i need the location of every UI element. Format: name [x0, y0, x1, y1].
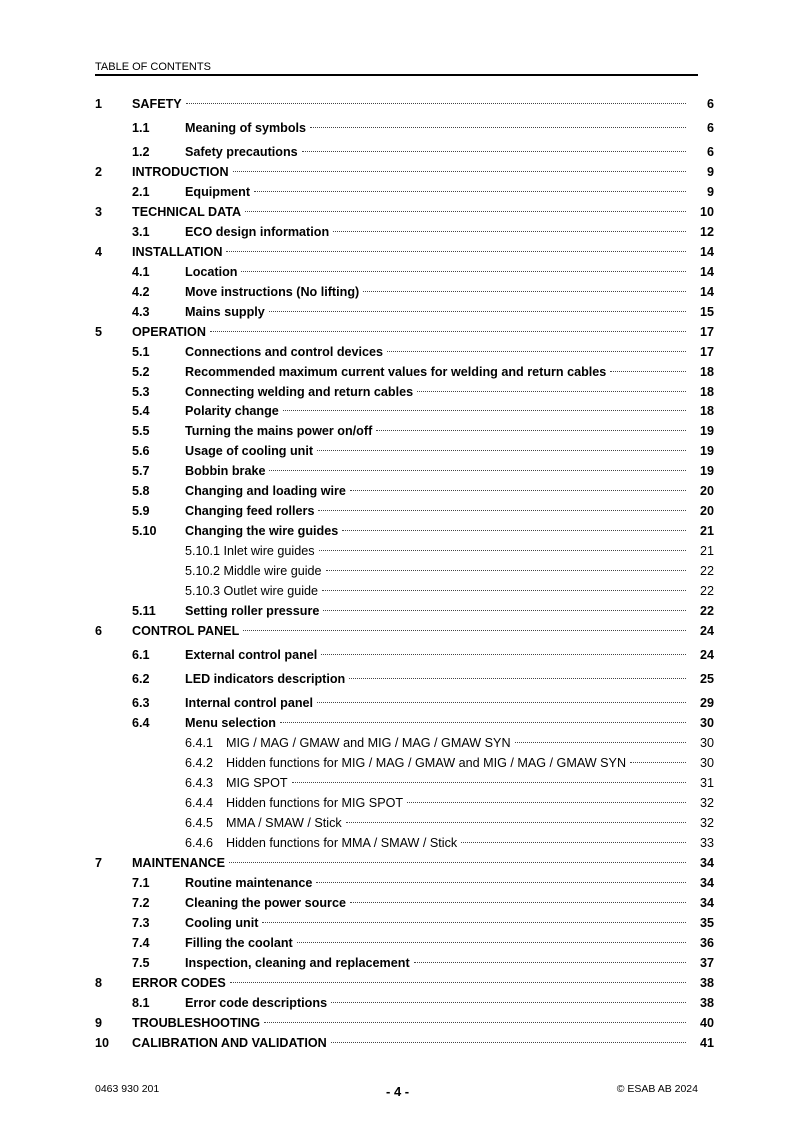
- dot-leader: [254, 191, 686, 192]
- dot-leader: [297, 942, 686, 943]
- toc-entry[interactable]: [0, 322, 793, 342]
- toc-entry[interactable]: [0, 541, 793, 561]
- toc-entry-page: 33: [699, 836, 714, 850]
- dot-leader: [331, 1042, 686, 1043]
- toc-entry-title: Inspection, cleaning and replacement: [185, 956, 410, 970]
- toc-entry-number: 7.5: [132, 956, 150, 970]
- toc-entry[interactable]: [0, 421, 793, 441]
- dot-leader: [269, 470, 686, 471]
- toc-entry[interactable]: [0, 441, 793, 461]
- dot-leader: [319, 550, 686, 551]
- toc-entry-page: 38: [699, 996, 714, 1010]
- dot-leader: [318, 510, 686, 511]
- toc-entry-title: MMA / SMAW / Stick: [226, 816, 342, 830]
- dot-leader: [262, 922, 686, 923]
- toc-entry-title: Move instructions (No lifting): [185, 285, 360, 299]
- toc-entry-number: 5.8: [132, 484, 150, 498]
- toc-entry-number: 5.11: [132, 604, 156, 618]
- toc-entry[interactable]: [0, 561, 793, 581]
- toc-entry-number: 7.4: [132, 936, 150, 950]
- toc-entry[interactable]: [0, 262, 793, 282]
- toc-entry[interactable]: [0, 401, 793, 421]
- toc-entry-number: 1.1: [132, 121, 150, 135]
- toc-entry-number: 6.4.5: [185, 816, 214, 830]
- toc-entry-title: Hidden functions for MMA / SMAW / Stick: [226, 836, 458, 850]
- toc-entry-page: 17: [699, 345, 714, 359]
- toc-entry[interactable]: [0, 118, 793, 138]
- toc-entry-number: 5: [95, 325, 103, 339]
- dot-leader: [302, 151, 686, 152]
- toc-entry[interactable]: [0, 342, 793, 362]
- toc-entry[interactable]: [0, 913, 793, 933]
- toc-entry[interactable]: [0, 833, 793, 853]
- toc-entry-page: 19: [699, 424, 714, 438]
- toc-entry[interactable]: [0, 773, 793, 793]
- toc-entry[interactable]: [0, 753, 793, 773]
- toc-entry-number: 5.1: [132, 345, 150, 359]
- toc-entry-title: Cleaning the power source: [185, 896, 346, 910]
- toc-entry-page: 9: [706, 165, 714, 179]
- toc-entry-number: 5.10: [132, 524, 157, 538]
- toc-entry-title: ERROR CODES: [132, 976, 226, 990]
- toc-entry-number: 10: [95, 1036, 110, 1050]
- toc-entry[interactable]: [0, 601, 793, 621]
- toc-entry-page: 34: [699, 876, 714, 890]
- toc-entry-page: 14: [699, 245, 714, 259]
- footer-page-number: - 4 -: [386, 1084, 410, 1099]
- toc-entry-page: 25: [699, 672, 714, 686]
- toc-entry[interactable]: [0, 793, 793, 813]
- dot-leader: [264, 1022, 686, 1023]
- toc-entry-page: 6: [706, 145, 714, 159]
- dot-leader: [342, 530, 686, 531]
- toc-entry[interactable]: [0, 645, 793, 665]
- dot-leader: [317, 702, 686, 703]
- toc-entry-number: 5.6: [132, 444, 150, 458]
- dot-leader: [280, 722, 686, 723]
- dot-leader: [414, 962, 686, 963]
- toc-entry-page: 19: [699, 464, 714, 478]
- toc-entry-page: 32: [699, 796, 714, 810]
- toc-entry[interactable]: [0, 733, 793, 753]
- dot-leader: [515, 742, 686, 743]
- toc-entry[interactable]: [0, 382, 793, 402]
- toc-entry-title: MIG SPOT: [226, 776, 288, 790]
- toc-entry-title: Error code descriptions: [185, 996, 328, 1010]
- toc-entry-number: 6.3: [132, 696, 150, 710]
- toc-entry-number: 5.9: [132, 504, 150, 518]
- toc-entry[interactable]: [0, 362, 793, 382]
- toc-entry-title: Recommended maximum current values for welding and return cables: [185, 365, 607, 379]
- toc-entry-page: 38: [699, 976, 714, 990]
- toc-entry-number: 6.4.2: [185, 756, 214, 770]
- toc-entry-number: 8.1: [132, 996, 150, 1010]
- toc-entry-title: 5.10.2 Middle wire guide: [185, 564, 322, 578]
- dot-leader: [461, 842, 686, 843]
- dot-leader: [186, 103, 686, 104]
- toc-entry-number: 6.4.4: [185, 796, 214, 810]
- toc-entry[interactable]: [0, 993, 793, 1013]
- toc-entry-number: 7.2: [132, 896, 150, 910]
- toc-entry[interactable]: [0, 1013, 793, 1033]
- toc-entry-title: Setting roller pressure: [185, 604, 320, 618]
- dot-leader: [376, 430, 686, 431]
- toc-entry-number: 6.4.1: [185, 736, 214, 750]
- dot-leader: [241, 271, 686, 272]
- toc-entry-number: 4.1: [132, 265, 150, 279]
- toc-entry[interactable]: [0, 481, 793, 501]
- toc-entry-number: 4: [95, 245, 103, 259]
- toc-entry-title: CONTROL PANEL: [132, 624, 240, 638]
- footer-doc-number: 0463 930 201: [95, 1083, 160, 1095]
- dot-leader: [346, 822, 686, 823]
- toc-entry-number: 7.1: [132, 876, 150, 890]
- dot-leader: [230, 982, 686, 983]
- dot-leader: [350, 490, 686, 491]
- dot-leader: [245, 211, 686, 212]
- dot-leader: [630, 762, 686, 763]
- toc-entry-page: 37: [699, 956, 714, 970]
- toc-entry[interactable]: [0, 282, 793, 302]
- toc-entry-number: 4.2: [132, 285, 150, 299]
- toc-entry-title: TROUBLESHOOTING: [132, 1016, 261, 1030]
- toc-entry-title: Location: [185, 265, 238, 279]
- toc-entry-page: 30: [699, 716, 714, 730]
- toc-entry-page: 18: [699, 365, 714, 379]
- toc-entry[interactable]: [0, 182, 793, 202]
- toc-entry-number: 2: [95, 165, 103, 179]
- toc-entry-title: Internal control panel: [185, 696, 314, 710]
- toc-entry-page: 21: [699, 544, 714, 558]
- dot-leader: [610, 371, 686, 372]
- dot-leader: [317, 450, 686, 451]
- dot-leader: [310, 127, 686, 128]
- toc-entry[interactable]: [0, 813, 793, 833]
- toc-entry-number: 8: [95, 976, 103, 990]
- toc-entry-title: Safety precautions: [185, 145, 298, 159]
- toc-entry-number: 6.1: [132, 648, 150, 662]
- dot-leader: [292, 782, 686, 783]
- toc-entry-title: Bobbin brake: [185, 464, 266, 478]
- toc-entry-title: Connecting welding and return cables: [185, 385, 414, 399]
- toc-entry-number: 6.2: [132, 672, 150, 686]
- toc-entry-number: 7: [95, 856, 103, 870]
- dot-leader: [407, 802, 686, 803]
- dot-leader: [363, 291, 686, 292]
- toc-entry[interactable]: [0, 94, 793, 114]
- toc-entry[interactable]: [0, 693, 793, 713]
- toc-entry-number: 5.4: [132, 404, 150, 418]
- toc-entry[interactable]: [0, 893, 793, 913]
- toc-entry-page: 22: [699, 584, 714, 598]
- toc-entry[interactable]: [0, 973, 793, 993]
- toc-entry[interactable]: [0, 142, 793, 162]
- toc-entry-page: 31: [699, 776, 714, 790]
- toc-entry-page: 6: [706, 121, 714, 135]
- toc-entry-page: 36: [699, 936, 714, 950]
- toc-entry-page: 20: [699, 484, 714, 498]
- toc-entry-page: 34: [699, 896, 714, 910]
- toc-entry-number: 9: [95, 1016, 103, 1030]
- toc-entry-page: 22: [699, 564, 714, 578]
- toc-entry[interactable]: [0, 933, 793, 953]
- toc-entry-title: OPERATION: [132, 325, 206, 339]
- toc-entry-title: Turning the mains power on/off: [185, 424, 373, 438]
- toc-entry-title: Cooling unit: [185, 916, 259, 930]
- toc-entry-number: 6.4.6: [185, 836, 214, 850]
- toc-entry-title: Changing feed rollers: [185, 504, 315, 518]
- toc-entry-title: Changing and loading wire: [185, 484, 346, 498]
- dot-leader: [331, 1002, 686, 1003]
- toc-entry-title: 5.10.3 Outlet wire guide: [185, 584, 319, 598]
- toc-entry-title: 5.10.1 Inlet wire guides: [185, 544, 315, 558]
- dot-leader: [210, 331, 686, 332]
- toc-entry-number: 5.7: [132, 464, 150, 478]
- dot-leader: [321, 654, 686, 655]
- toc-entry-page: 30: [699, 736, 714, 750]
- toc-entry[interactable]: [0, 222, 793, 242]
- dot-leader: [350, 902, 686, 903]
- toc-entry-title: External control panel: [185, 648, 318, 662]
- dot-leader: [316, 882, 686, 883]
- toc-entry-title: MAINTENANCE: [132, 856, 226, 870]
- toc-entry-number: 5.2: [132, 365, 150, 379]
- toc-entry-page: 21: [699, 524, 714, 538]
- toc-entry[interactable]: [0, 242, 793, 262]
- toc-entry-page: 24: [699, 648, 714, 662]
- toc-entry-title: Hidden functions for MIG / MAG / GMAW and MIG / MAG / GMAW SYN: [226, 756, 627, 770]
- toc-entry-title: Usage of cooling unit: [185, 444, 314, 458]
- toc-entry[interactable]: [0, 853, 793, 873]
- toc-entry-page: 40: [699, 1016, 714, 1030]
- toc-entry-page: 22: [699, 604, 714, 618]
- toc-entry[interactable]: [0, 669, 793, 689]
- dot-leader: [333, 231, 686, 232]
- toc-entry[interactable]: [0, 521, 793, 541]
- toc-entry[interactable]: [0, 581, 793, 601]
- dot-leader: [269, 311, 686, 312]
- toc-entry-page: 29: [699, 696, 714, 710]
- toc-entry-title: TECHNICAL DATA: [132, 205, 242, 219]
- toc-entry-number: 1.2: [132, 145, 150, 159]
- toc-entry-title: Changing the wire guides: [185, 524, 339, 538]
- dot-leader: [226, 251, 686, 252]
- toc-entry-page: 30: [699, 756, 714, 770]
- toc-entry-number: 5.5: [132, 424, 150, 438]
- dot-leader: [283, 410, 686, 411]
- toc-entry-title: INTRODUCTION: [132, 165, 229, 179]
- toc-entry-title: Hidden functions for MIG SPOT: [226, 796, 404, 810]
- toc-entry-page: 19: [699, 444, 714, 458]
- toc-entry-number: 7.3: [132, 916, 150, 930]
- toc-entry[interactable]: [0, 713, 793, 733]
- toc-entry-number: 5.3: [132, 385, 150, 399]
- toc-entry-number: 2.1: [132, 185, 150, 199]
- toc-entry-title: LED indicators description: [185, 672, 346, 686]
- toc-entry-page: 6: [706, 97, 714, 111]
- toc-entry-title: INSTALLATION: [132, 245, 223, 259]
- toc-entry[interactable]: [0, 873, 793, 893]
- toc-entry-title: ECO design information: [185, 225, 330, 239]
- dot-leader: [229, 862, 686, 863]
- toc-entry-page: 18: [699, 385, 714, 399]
- toc-entry-page: 10: [699, 205, 714, 219]
- dot-leader: [243, 630, 686, 631]
- toc-entry[interactable]: [0, 202, 793, 222]
- toc-entry-title: Meaning of symbols: [185, 121, 307, 135]
- toc-entry-number: 3: [95, 205, 103, 219]
- toc-entry[interactable]: [0, 501, 793, 521]
- toc-entry-title: Routine maintenance: [185, 876, 313, 890]
- toc-entry-number: 6: [95, 624, 103, 638]
- toc-entry-page: 12: [699, 225, 714, 239]
- dot-leader: [349, 678, 686, 679]
- toc-entry-title: Menu selection: [185, 716, 276, 730]
- toc-entry[interactable]: [0, 302, 793, 322]
- toc-entry-page: 18: [699, 404, 714, 418]
- dot-leader: [387, 351, 686, 352]
- dot-leader: [417, 391, 686, 392]
- dot-leader: [322, 590, 686, 591]
- toc-entry[interactable]: [0, 621, 793, 641]
- toc-entry-page: 14: [699, 285, 714, 299]
- toc-entry-page: 34: [699, 856, 714, 870]
- dot-leader: [326, 570, 686, 571]
- toc-entry-number: 6.4.3: [185, 776, 214, 790]
- toc-entry[interactable]: [0, 953, 793, 973]
- toc-entry-title: Connections and control devices: [185, 345, 384, 359]
- toc-entry-title: Polarity change: [185, 404, 279, 418]
- dot-leader: [233, 171, 686, 172]
- toc-entry-page: 24: [699, 624, 714, 638]
- toc-entry[interactable]: [0, 461, 793, 481]
- toc-entry-title: SAFETY: [132, 97, 182, 111]
- toc-entry-number: 6.4: [132, 716, 150, 730]
- toc-entry[interactable]: [0, 162, 793, 182]
- toc-entry-title: CALIBRATION AND VALIDATION: [132, 1036, 327, 1050]
- toc-entry-page: 32: [699, 816, 714, 830]
- toc-entry-title: MIG / MAG / GMAW and MIG / MAG / GMAW SYN: [226, 736, 511, 750]
- dot-leader: [323, 610, 686, 611]
- toc-entry-number: 3.1: [132, 225, 150, 239]
- toc-entry-title: Filling the coolant: [185, 936, 293, 950]
- toc-entry-page: 35: [699, 916, 714, 930]
- toc-entry-title: Mains supply: [185, 305, 265, 319]
- toc-entry-page: 20: [699, 504, 714, 518]
- toc-entry-page: 14: [699, 265, 714, 279]
- toc-entry-number: 1: [95, 97, 103, 111]
- toc-entry-page: 41: [699, 1036, 714, 1050]
- toc-entry-title: Equipment: [185, 185, 251, 199]
- toc-entry-page: 15: [699, 305, 714, 319]
- footer-copyright: © ESAB AB 2024: [616, 1083, 698, 1095]
- toc-entry-page: 17: [699, 325, 714, 339]
- toc-entry-number: 4.3: [132, 305, 150, 319]
- toc-entry-page: 9: [706, 185, 714, 199]
- header-title: TABLE OF CONTENTS: [95, 61, 211, 73]
- toc-entry[interactable]: [0, 1033, 793, 1053]
